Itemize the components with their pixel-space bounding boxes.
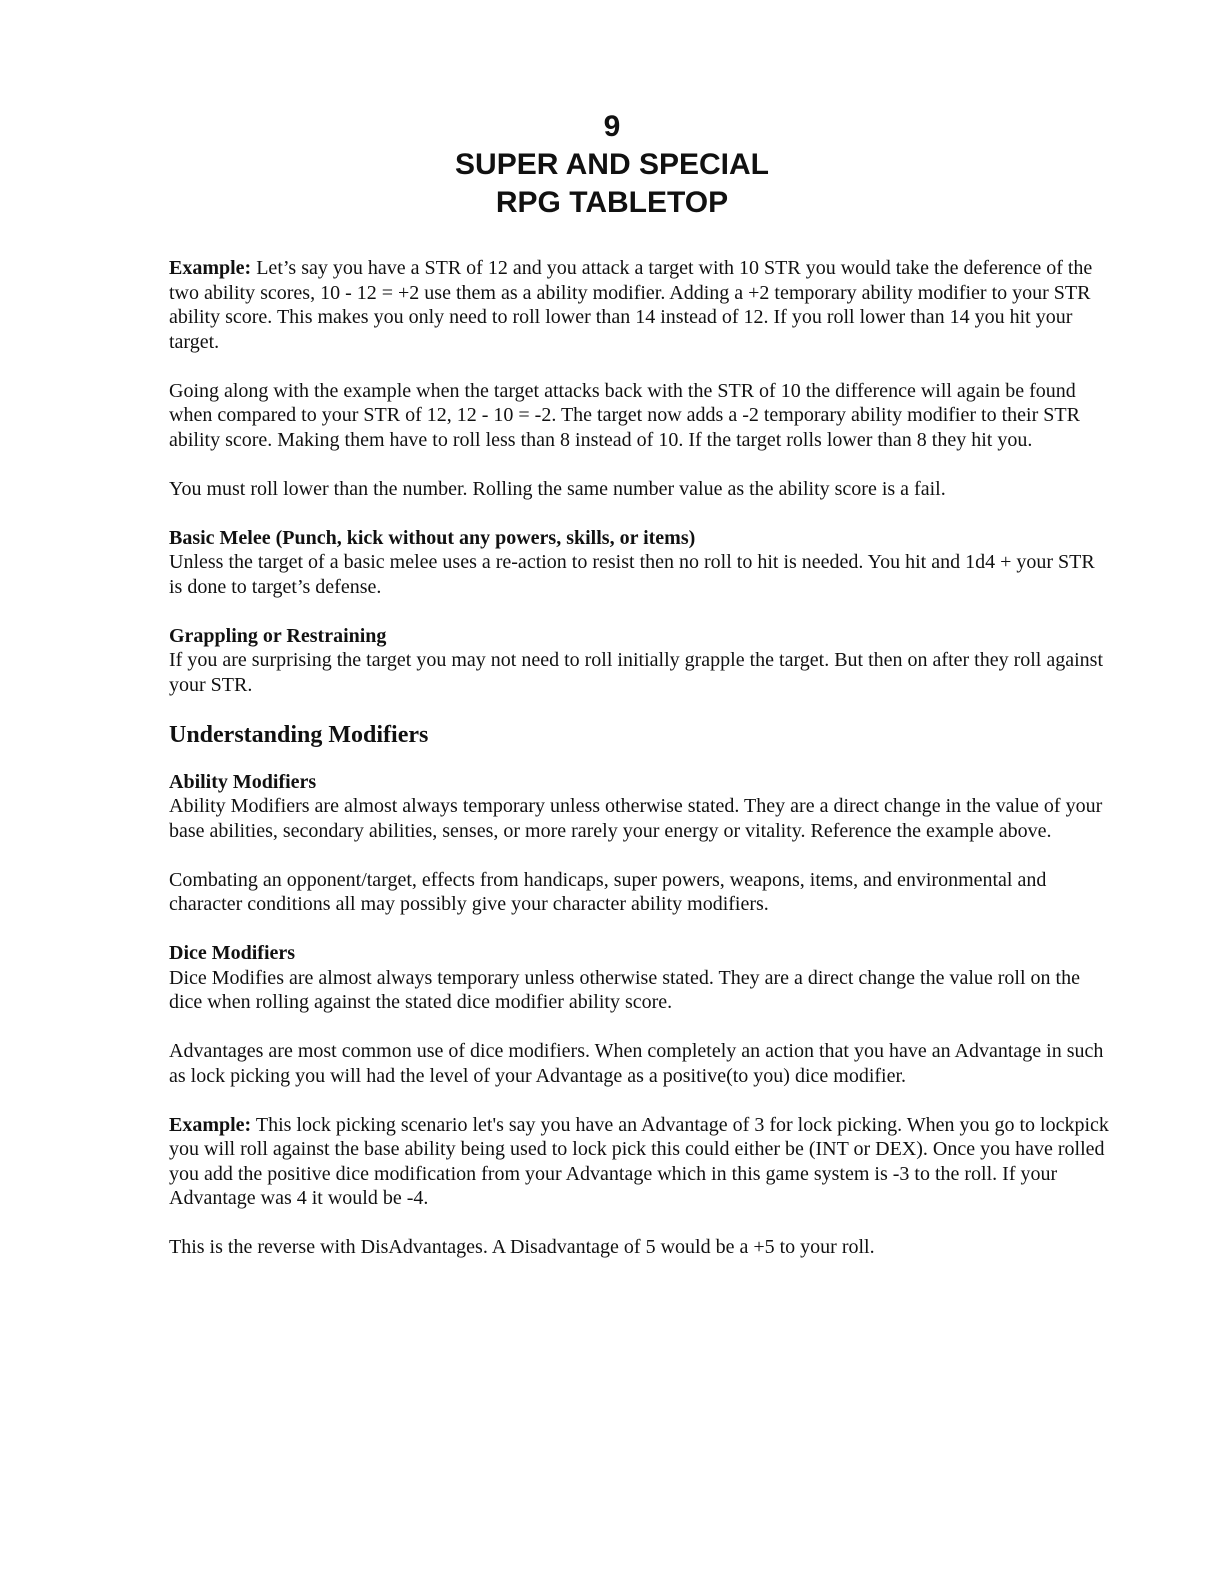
book-title-line1: SUPER AND SPECIAL: [455, 148, 769, 181]
example-text: Let’s say you have a STR of 12 and you attack a target with 10 STR you would take the deference of the two ability scores, 10 - 12 = +2 use them as a ability modifier. Adding a +2 temporary ability modifier to your STR ability score. This makes you only need to roll lower than 14 instead of 12. If you roll lower than 14 you hit your target.: [169, 257, 1093, 353]
paragraph-roll-lower: You must roll lower than the number. Rolling the same number value as the ability score is a fail.: [169, 477, 946, 500]
example-label: Example:: [169, 257, 252, 279]
grappling-text: If you are surprising the target you may not need to roll initially grapple the target. But then on after they roll against your STR.: [169, 649, 1104, 696]
dice-modifiers-heading: Dice Modifiers: [169, 942, 296, 964]
grappling-section: [169, 624, 1109, 698]
dice-modifiers-text: Dice Modifies are almost always temporary unless otherwise stated. They are a direct change the value roll on the dice when rolling against the stated dice modifier ability score.: [169, 966, 1080, 1013]
example-paragraph-strength: [169, 256, 1109, 354]
paragraph-combating: Combating an opponent/target, effects from handicaps, super powers, weapons, items, and environmental and character conditions all may possibly give your character ability modifiers.: [169, 868, 1047, 915]
paragraph-disadvantages: This is the reverse with DisAdvantages. A Disadvantage of 5 would be a +5 to your roll.: [169, 1236, 875, 1258]
paragraph-advantages: Advantages are most common use of dice modifiers. When completely an action that you have an Advantage in such as lock picking you will had the level of your Advantage as a positive(to you) dice modifier.: [169, 1040, 1104, 1087]
dice-modifiers-section: [169, 941, 1109, 1015]
basic-melee-section: [169, 526, 1109, 600]
ability-modifiers-text: Ability Modifiers are almost always temporary unless otherwise stated. They are a direct change in the value of your base abilities, secondary abilities, senses, or more rarely your energy or vitality. Reference the example above.: [169, 795, 1103, 842]
example-paragraph-lock-picking: [169, 1113, 1109, 1211]
paragraph-target-attacks-back: Going along with the example when the target attacks back with the STR of 10 the difference will again be found when compared to your STR of 12, 12 - 10 = -2. The target now adds a -2 temporary ability modifier to their STR ability score. Making them have to roll less than 8 instead of 10. If the target rolls lower than 8 they hit you.: [169, 379, 1080, 451]
page-header: [0, 108, 1224, 222]
basic-melee-heading: Basic Melee (Punch, kick without any powers, skills, or items): [169, 526, 696, 549]
basic-melee-text: Unless the target of a basic melee uses a re-action to resist then no roll to hit is needed. You hit and 1d4 + your STR is done to target’s defense.: [169, 551, 1095, 598]
example-label: Example:: [169, 1113, 252, 1136]
page-content: [169, 256, 1109, 1284]
page-number: 9: [603, 110, 621, 143]
ability-modifiers-section: [169, 770, 1109, 844]
ability-modifiers-heading: Ability Modifiers: [169, 770, 317, 793]
book-title-line2: RPG TABLETOP: [495, 186, 729, 219]
grappling-heading: Grappling or Restraining: [169, 624, 387, 647]
section-title-understanding-modifiers: Understanding Modifiers: [169, 721, 429, 748]
example-text: This lock picking scenario let's say you have an Advantage of 3 for lock picking. When you go to lockpick you will roll against the base ability being used to lock pick this could either be (INT or DEX). Once you have rolled you add the positive dice modification from your Advantage which in this game system is -3 to the roll. If your Advantage was 4 it would be -4.: [169, 1113, 1109, 1209]
